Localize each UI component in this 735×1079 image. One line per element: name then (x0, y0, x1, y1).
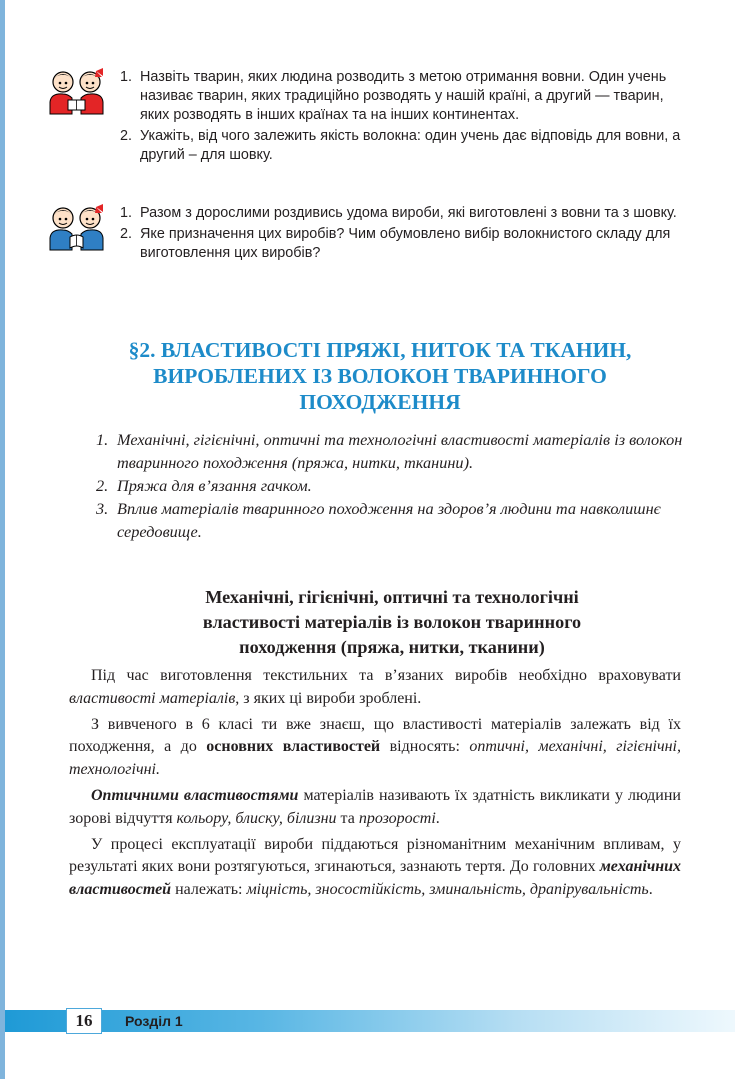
paragraph (69, 714, 681, 782)
left-margin-stripe (0, 0, 5, 1079)
body-text (69, 665, 681, 905)
two-children-blue-icon (46, 204, 108, 252)
task-item (120, 127, 686, 165)
plan-item (96, 428, 688, 474)
bold-term: основних властивостей (206, 738, 381, 756)
task-item (120, 204, 686, 223)
task-text: Разом з дорослими роздивись удома вироби, які виготовлені з вовни та з шовку. (140, 205, 677, 221)
task-list-1 (120, 68, 686, 165)
text-run: У процесі експлуатації вироби піддаються різноманітним механічним впливам, у результаті яких вони розтягуються, згинаються, зазнають тертя. До головних (69, 835, 681, 876)
plan-item (96, 474, 688, 497)
plan-number: 3. (96, 499, 109, 518)
section-title (70, 337, 690, 415)
task-number: 2. (120, 226, 133, 242)
bold-italic-term: Оптичними властивостями (91, 786, 299, 804)
section-title-line: §2. ВЛАСТИВОСТІ ПРЯЖІ, НИТОК ТА ТКАНИН, (128, 338, 632, 362)
task-text: Яке призначення цих виробів? Чим обумовлено вибір волокнистого складу для виготовлення цих виробів? (140, 226, 671, 261)
task-text: Укажіть, від чого залежить якість волокна: один учень дає відповідь для вовни, а другий – для шовку. (140, 128, 681, 163)
plan-item (96, 497, 688, 543)
paragraph (69, 665, 681, 711)
task-list-2 (120, 204, 686, 263)
page-number: 16 (66, 1008, 102, 1034)
section-title-line: ВИРОБЛЕНИХ ІЗ ВОЛОКОН ТВАРИННОГО (153, 364, 607, 388)
italic-term: прозорості (358, 809, 436, 827)
italic-term: оптичні, механічні, гігієнічні, технологічні. (69, 738, 682, 779)
section-plan-list (96, 428, 688, 543)
subheading-line: походження (пряжа, нитки, тканини) (239, 637, 545, 657)
chapter-label: Розділ 1 (125, 1013, 183, 1029)
subheading-line: властивості матеріалів із волокон тваринного (202, 612, 582, 632)
two-children-red-icon (46, 68, 108, 116)
italic-term: властивості матеріалів (69, 689, 236, 707)
text-run: З вивченого в 6 класі ти вже знаєш, що властивості матеріалів залежать від їх походження, а до (69, 715, 681, 756)
task-text: Назвіть тварин, яких людина розводить з метою отримання вовни. Один учень називає тварин, яких традиційно розводять у нашій країні, а другий — тварин, яких розводять в інших країнах та на інших континентах. (140, 69, 667, 123)
section-title-line: ПОХОДЖЕННЯ (299, 390, 461, 414)
text-run: , з яких ці вироби зроблені. (235, 689, 422, 707)
bold-italic-term: механічних властивостей (69, 858, 681, 899)
text-run: . (648, 881, 653, 899)
italic-term: міцність, зносостійкість, зминальність, драпірувальність (246, 881, 649, 899)
plan-number: 2. (96, 476, 109, 495)
text-run: . (435, 809, 440, 827)
paragraph (69, 834, 681, 902)
task-number: 1. (120, 69, 133, 85)
text-run: відносять: (380, 738, 470, 756)
task-item (120, 225, 686, 263)
italic-term: кольору, блиску, білизни (176, 809, 337, 827)
subheading (96, 585, 688, 660)
task-item (120, 68, 686, 125)
subheading-line: Механічні, гігієнічні, оптичні та технологічні (205, 587, 579, 607)
task-number: 2. (120, 128, 133, 144)
plan-number: 1. (96, 430, 109, 449)
paragraph (69, 785, 681, 831)
text-run: матеріалів називають їх здатність викликати у людини зорові відчуття (69, 786, 681, 827)
footer-band (5, 1010, 735, 1032)
plan-text: Пряжа для в’язання гачком. (117, 476, 312, 495)
text-run: належать: (171, 881, 247, 899)
task-number: 1. (120, 205, 133, 221)
text-run: Під час виготовлення текстильних та в’язаних виробів необхідно враховувати (91, 667, 681, 684)
plan-text: Механічні, гігієнічні, оптичні та технологічні властивості матеріалів із волокон тваринного походження (пряжа, нитки, тканини). (117, 430, 683, 472)
text-run: та (336, 809, 359, 827)
plan-text: Вплив матеріалів тваринного походження на здоров’я людини та навколишнє середовище. (117, 499, 661, 541)
